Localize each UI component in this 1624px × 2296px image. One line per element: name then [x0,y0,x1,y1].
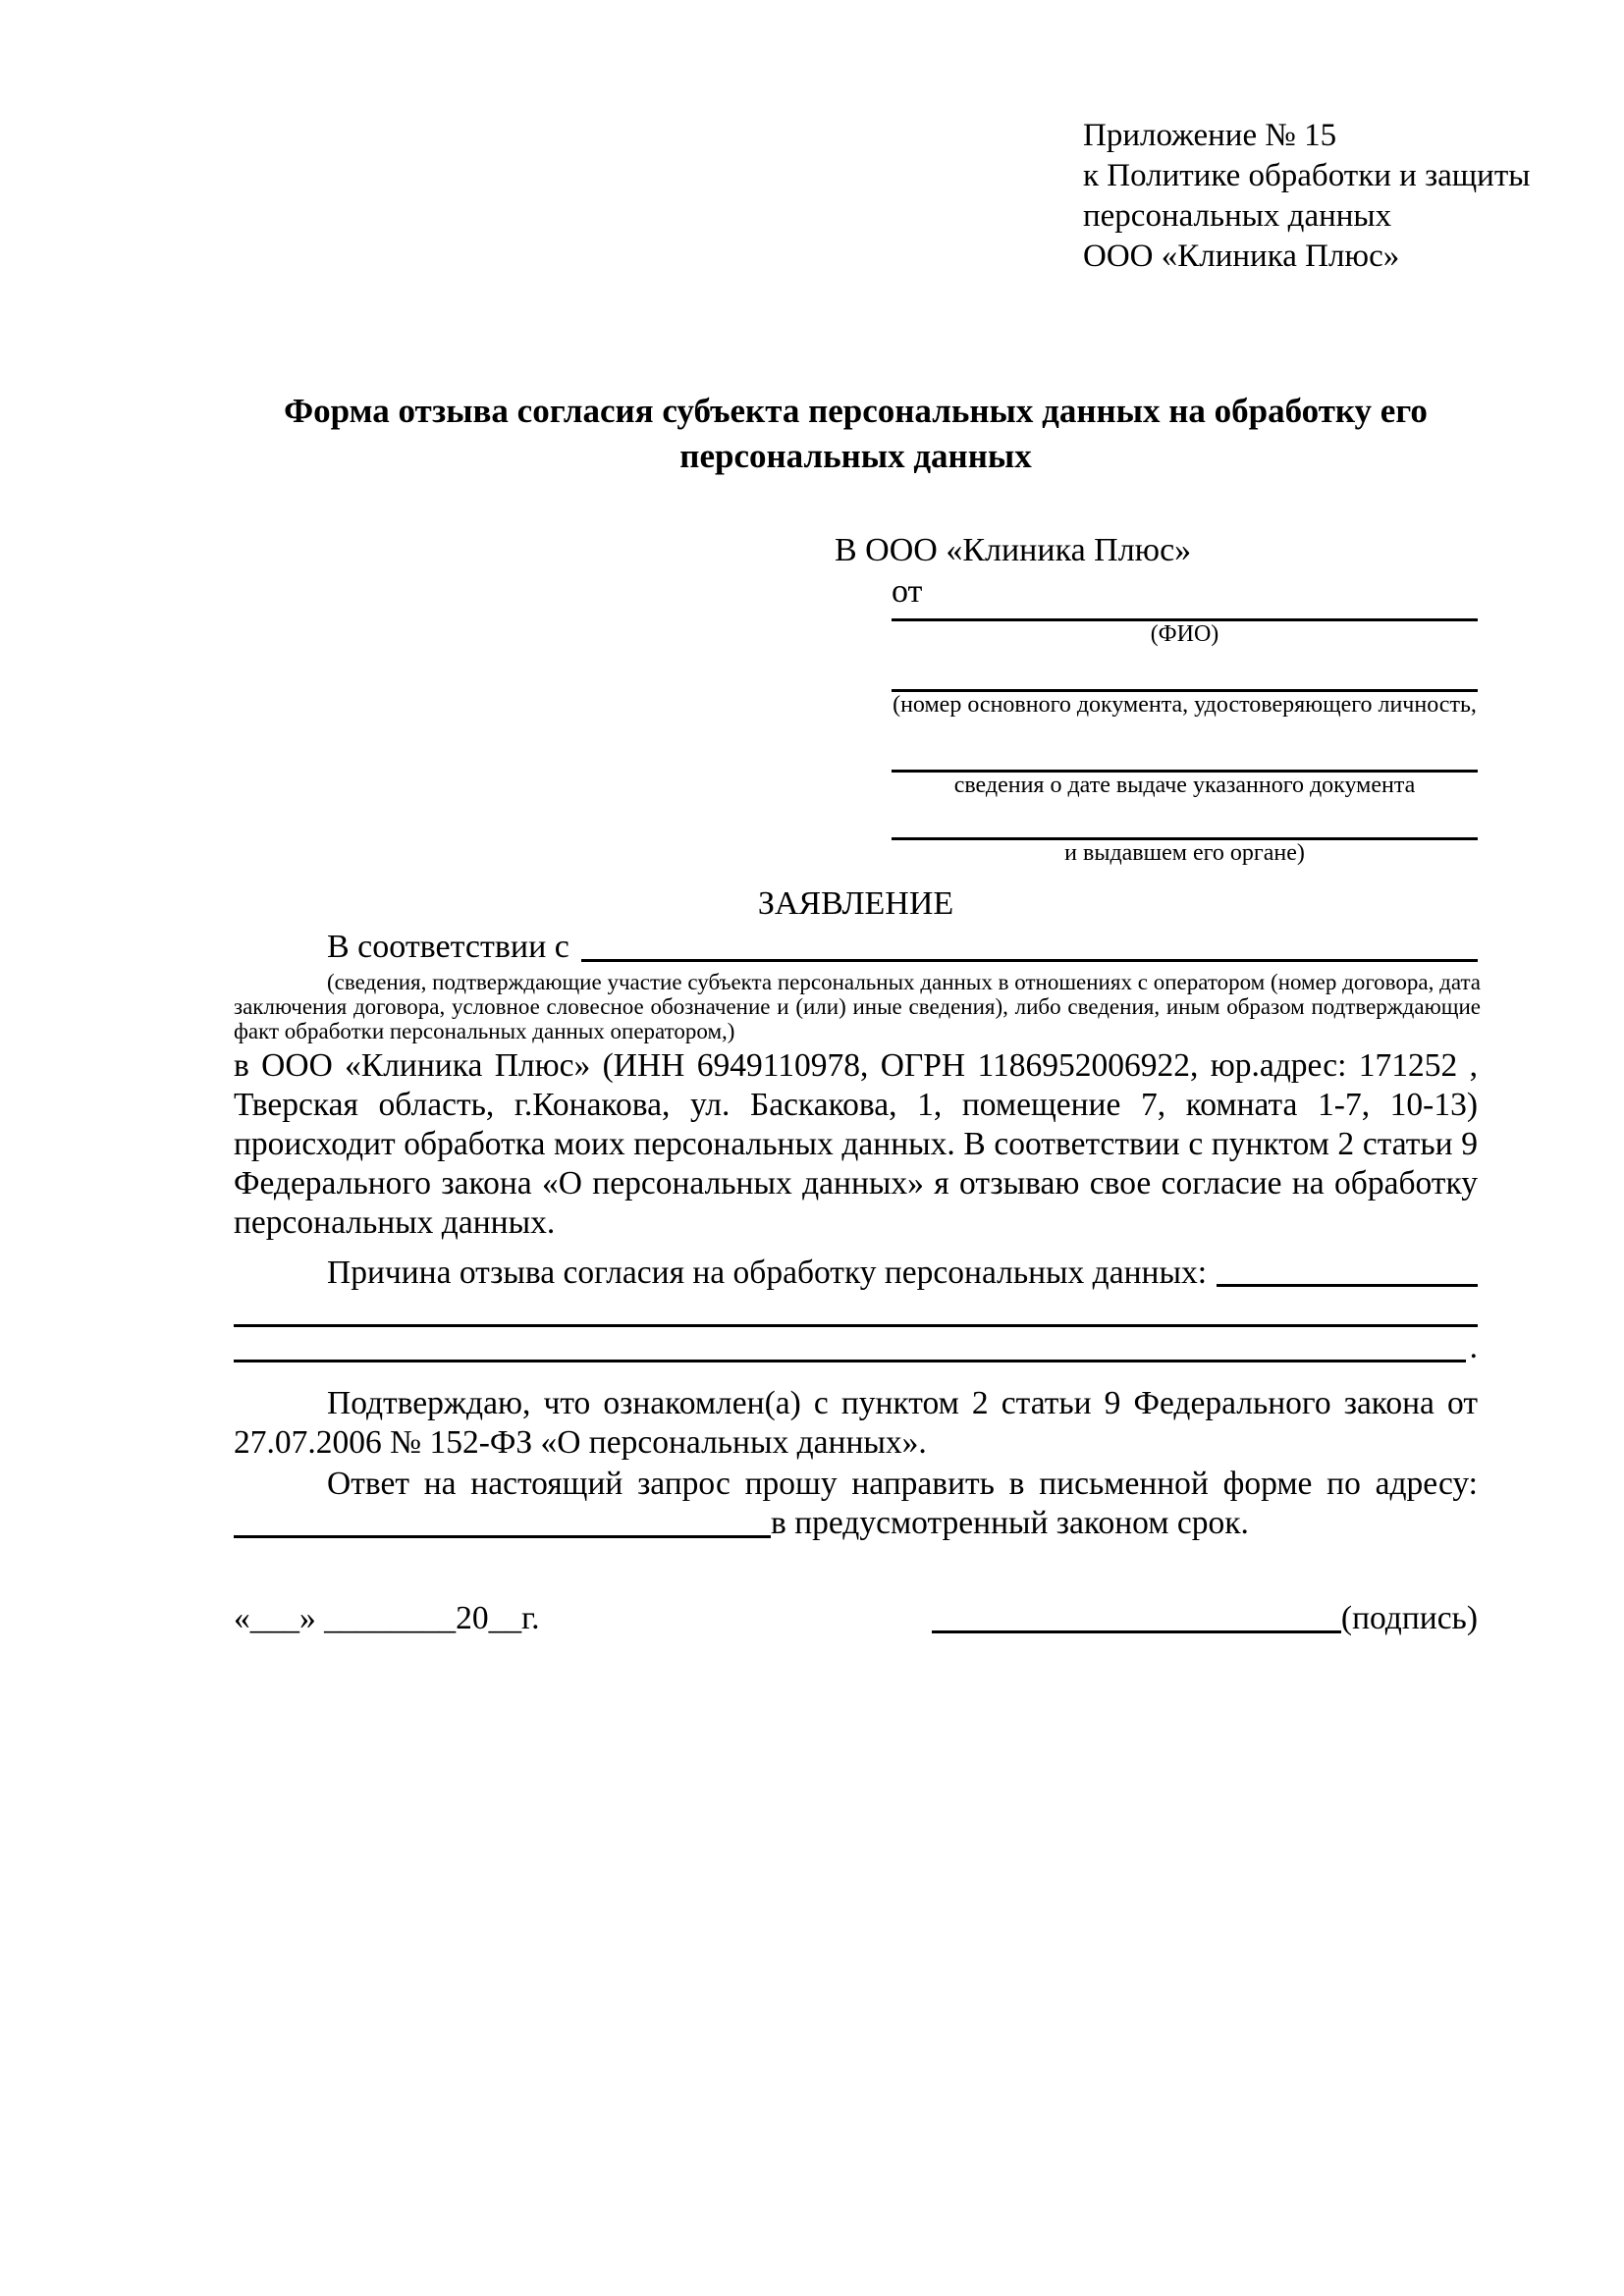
fio-caption: (ФИО) [1150,621,1219,647]
document-number-caption: (номер основного документа, удостоверяющего личность, [893,692,1477,718]
issuing-authority-blank-line [892,831,1478,840]
reason-label: Причина отзыва согласия на обработку персональных данных: [327,1255,1208,1291]
accordance-blank-line [581,927,1478,962]
statement-heading: ЗАЯВЛЕНИЕ [757,885,954,922]
appendix-header-line-3: персональных данных [1083,198,1392,234]
addressee-block [835,530,1478,867]
reply-paragraph [234,1465,1478,1543]
document-number-blank-line [892,683,1478,692]
signature-spacer [539,1598,932,1639]
reply-request-text: Ответ на настоящий запрос прошу направить в письменной форме по адресу: [327,1466,1478,1502]
reply-address-row [234,1504,1478,1543]
appendix-header-line-1: Приложение № 15 [1083,118,1337,153]
date-line: «___» ________20__г. [234,1600,540,1636]
address-blank-line [234,1504,771,1538]
reason-blank-line-1 [1217,1254,1478,1287]
signature-blank-line [932,1598,1341,1633]
issue-date-blank-line [892,764,1478,773]
blank-line-terminator: . [1469,1329,1478,1365]
fio-blank-line [892,613,1478,621]
accordance-prefix: В соответствии с [327,929,569,965]
appendix-header [1083,116,1530,277]
fio-field [892,613,1478,648]
issuing-authority-caption: и выдавшем его органе) [1064,840,1305,866]
document-number-field [892,683,1478,719]
appendix-header-line-2: к Политике обработки и защиты [1083,158,1531,193]
reply-suffix-text: в предусмотренный законом срок. [771,1505,1249,1541]
confirmation-paragraph: Подтверждаю, что ознакомлен(а) с пунктом 2 статьи 9 Федерального закона от 27.07.2006 № 152-ФЗ «О персональных данных». [234,1385,1478,1461]
reason-blank-row-3 [234,1327,1478,1368]
statement-body-paragraph: в ООО «Клиника Плюс» (ИНН 6949110978, ОГРН 1186952006922, юр.адрес: 171252 , Тверская область, г.Конакова, ул. Баскакова, 1, помещение 7, комната 1-7, 10-13) происходит обработка моих персональных данных. В соответствии с пунктом 2 статьи 9 Федерального закона «О персональных данных» я отзываю свое согласие на обработку персональных данных. [234,1047,1478,1241]
reason-blank-line-2 [234,1283,1478,1327]
document-title: Форма отзыва согласия субъекта персональных данных на обработку его персональных данных [284,392,1428,475]
signature-caption: (подпись) [1340,1600,1478,1636]
issue-date-caption: сведения о дате выдаче указанного документа [953,773,1416,798]
reason-blank-line-3 [234,1327,1466,1362]
issue-date-field [892,764,1478,799]
signature-row [234,1598,1478,1639]
appendix-header-line-4: ООО «Клиника Плюс» [1083,239,1400,274]
issuing-authority-field [892,831,1478,867]
accordance-row [234,927,1478,968]
addressee-from-label: от [892,573,923,610]
signature-area [932,1598,1478,1639]
addressee-organization: В ООО «Клиника Плюс» [835,532,1192,568]
accordance-footnote: (сведения, подтверждающие участие субъекта персональных данных в отношениях с оператором (номер договора, дата заключения договора, условное словесное обозначение и (или) иные сведения), либо сведения, иным образом подтверждающие факт обработки персональных данных оператором,) [234,970,1481,1043]
